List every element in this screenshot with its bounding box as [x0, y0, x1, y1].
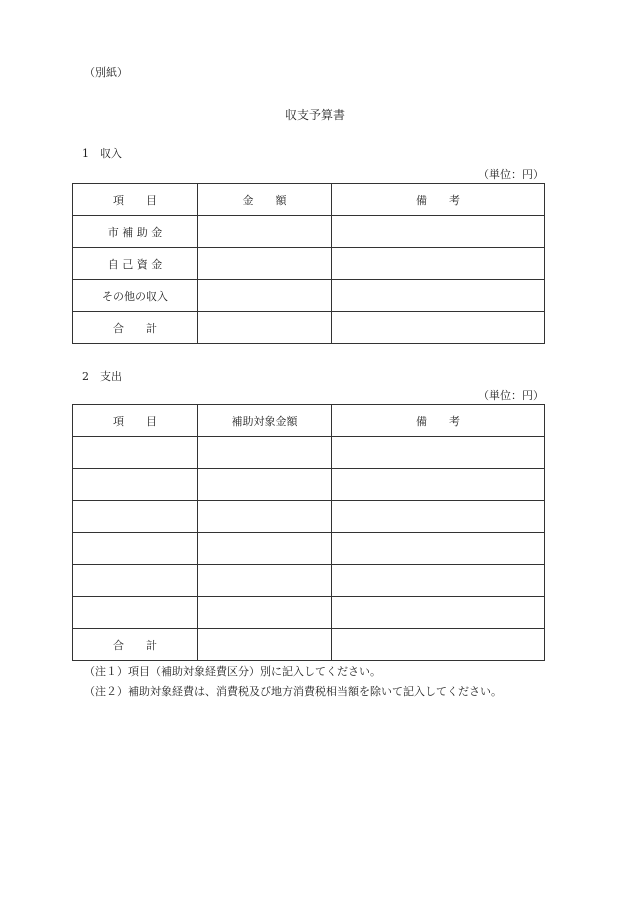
amount-cell[interactable] [198, 501, 332, 533]
table-row [73, 280, 545, 312]
expense-unit-label: （単位：円） [478, 389, 544, 402]
income-table [72, 183, 545, 344]
header-amount: 金 額 [198, 184, 332, 216]
table-row [73, 597, 545, 629]
item-cell[interactable] [73, 565, 198, 597]
header-item: 項 目 [73, 405, 198, 437]
expense-table-header-row [73, 405, 545, 437]
header-subsidy-amount: 補助対象金額 [198, 405, 332, 437]
total-label: 合 計 [73, 312, 198, 344]
row-label: その他の収入 [73, 280, 198, 312]
table-row [73, 533, 545, 565]
remarks-cell[interactable] [332, 565, 545, 597]
remarks-cell[interactable] [332, 437, 545, 469]
row-label: 自 己 資 金 [73, 248, 198, 280]
item-cell[interactable] [73, 597, 198, 629]
remarks-cell[interactable] [332, 533, 545, 565]
remarks-cell[interactable] [332, 501, 545, 533]
table-row [73, 216, 545, 248]
remarks-cell[interactable] [332, 312, 545, 344]
amount-cell[interactable] [198, 597, 332, 629]
table-row [73, 469, 545, 501]
income-unit-label: （単位：円） [478, 168, 544, 181]
item-cell[interactable] [73, 533, 198, 565]
annex-label: （別紙） [84, 66, 128, 79]
table-row [73, 248, 545, 280]
total-label: 合 計 [73, 629, 198, 661]
item-cell[interactable] [73, 469, 198, 501]
amount-cell[interactable] [198, 216, 332, 248]
table-row [73, 501, 545, 533]
total-row [73, 312, 545, 344]
remarks-cell[interactable] [332, 280, 545, 312]
income-table-header-row [73, 184, 545, 216]
row-label: 市 補 助 金 [73, 216, 198, 248]
remarks-cell[interactable] [332, 248, 545, 280]
total-row [73, 629, 545, 661]
amount-cell[interactable] [198, 565, 332, 597]
table-row [73, 565, 545, 597]
header-item: 項 目 [73, 184, 198, 216]
note-2: （注２）補助対象経費は、消費税及び地方消費税相当額を除いて記入してください。 [84, 685, 502, 698]
item-cell[interactable] [73, 501, 198, 533]
total-amount-cell[interactable] [198, 312, 332, 344]
header-remarks: 備 考 [332, 405, 545, 437]
remarks-cell[interactable] [332, 469, 545, 501]
table-row [73, 437, 545, 469]
note-1: （注１）項目（補助対象経費区分）別に記入してください。 [84, 665, 381, 678]
remarks-cell[interactable] [332, 216, 545, 248]
amount-cell[interactable] [198, 533, 332, 565]
amount-cell[interactable] [198, 248, 332, 280]
remarks-cell[interactable] [332, 597, 545, 629]
amount-cell[interactable] [198, 280, 332, 312]
header-remarks: 備 考 [332, 184, 545, 216]
amount-cell[interactable] [198, 437, 332, 469]
amount-cell[interactable] [198, 469, 332, 501]
item-cell[interactable] [73, 437, 198, 469]
expense-table [72, 404, 545, 661]
expense-section-heading: 2 支出 [82, 370, 122, 383]
page-title: 収支予算書 [284, 108, 345, 122]
remarks-cell[interactable] [332, 629, 545, 661]
total-amount-cell[interactable] [198, 629, 332, 661]
income-section-heading: 1 収入 [82, 147, 122, 160]
